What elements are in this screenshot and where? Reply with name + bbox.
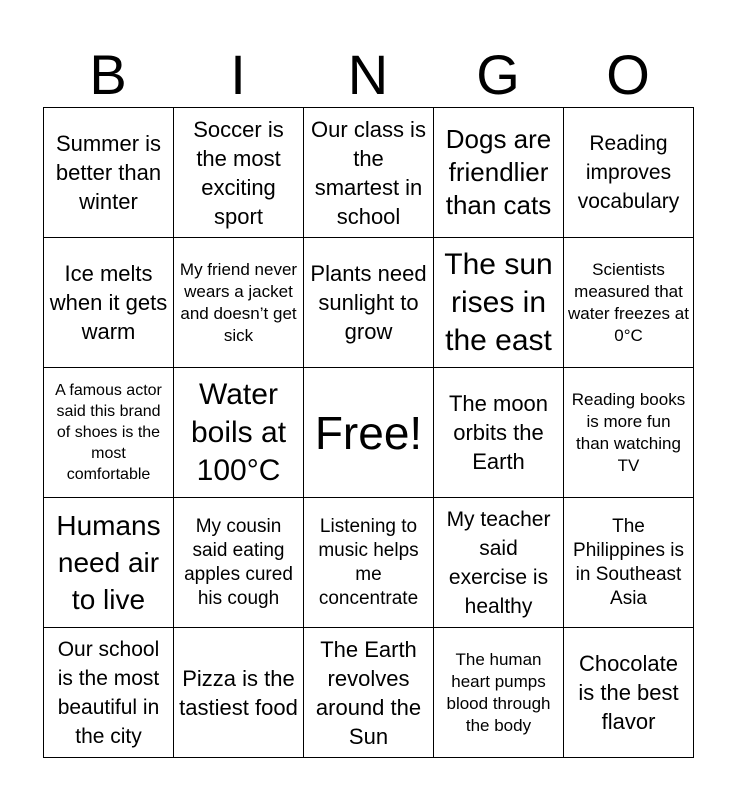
cell-text: Our school is the most beautiful in the city [57, 637, 160, 748]
bingo-cell[interactable] [174, 368, 304, 498]
bingo-cell[interactable] [304, 498, 434, 628]
cell-text: Reading books is more fun than watching TV [571, 389, 686, 475]
bingo-cell[interactable] [564, 108, 694, 238]
cell-text: Ice melts when it gets warm [49, 261, 168, 344]
cell-text: Listening to music helps me concentrate [318, 515, 419, 609]
cell-text: My friend never wears a jacket and doesn’t get sick [179, 259, 298, 345]
cell-text: A famous actor said this brand of shoes is the most comfortable [55, 382, 162, 483]
cell-text: Plants need sunlight to grow [310, 261, 427, 344]
header-letter-n: N [347, 43, 389, 106]
header-letter-g: G [476, 43, 520, 106]
bingo-cell[interactable] [304, 108, 434, 238]
bingo-cell[interactable] [304, 238, 434, 368]
bingo-cell[interactable] [564, 368, 694, 498]
cell-text: The human heart pumps blood through the body [446, 649, 551, 735]
bingo-cell[interactable] [564, 238, 694, 368]
cell-text: Humans need air to live [56, 510, 161, 615]
cell-text: Pizza is the tastiest food [179, 665, 298, 720]
bingo-cell[interactable] [44, 238, 174, 368]
cell-text: Our class is the smartest in school [311, 116, 426, 229]
bingo-cell[interactable] [174, 238, 304, 368]
header-letter-b: B [89, 43, 127, 106]
cell-text: The Earth revolves around the Sun [315, 636, 422, 749]
cell-text: Soccer is the most exciting sport [193, 116, 284, 229]
bingo-cell[interactable] [44, 368, 174, 498]
bingo-card-grid [43, 107, 694, 758]
bingo-cell[interactable] [434, 498, 564, 628]
bingo-cell-free[interactable] [304, 368, 434, 498]
free-space-text: Free! [314, 406, 423, 459]
bingo-cell[interactable] [434, 368, 564, 498]
header-letter-i: I [230, 43, 246, 106]
bingo-cell[interactable] [44, 498, 174, 628]
cell-text: Water boils at 100°C [190, 377, 287, 487]
bingo-cell[interactable] [564, 628, 694, 758]
cell-text: My teacher said exercise is healthy [446, 507, 551, 618]
header-letter-o: O [606, 43, 650, 106]
bingo-cell[interactable] [44, 628, 174, 758]
bingo-cell[interactable] [434, 108, 564, 238]
bingo-cell[interactable] [304, 628, 434, 758]
cell-text: The sun rises in the east [444, 247, 553, 357]
bingo-cell[interactable] [564, 498, 694, 628]
bingo-cell[interactable] [434, 238, 564, 368]
bingo-cell[interactable] [434, 628, 564, 758]
cell-text: The moon orbits the Earth [448, 391, 549, 474]
bingo-header [43, 42, 693, 108]
cell-text: Scientists measured that water freezes at 0°C [568, 259, 689, 345]
cell-text: The Philippines is in Southeast Asia [573, 515, 684, 609]
cell-text: Summer is better than winter [55, 131, 162, 214]
bingo-cell[interactable] [174, 628, 304, 758]
cell-text: Chocolate is the best flavor [578, 651, 679, 734]
cell-text: My cousin said eating apples cured his cough [184, 515, 293, 609]
bingo-cell[interactable] [44, 108, 174, 238]
bingo-cell[interactable] [174, 498, 304, 628]
bingo-cell[interactable] [174, 108, 304, 238]
cell-text: Dogs are friendlier than cats [445, 124, 552, 220]
cell-text: Reading improves vocabulary [577, 132, 680, 213]
